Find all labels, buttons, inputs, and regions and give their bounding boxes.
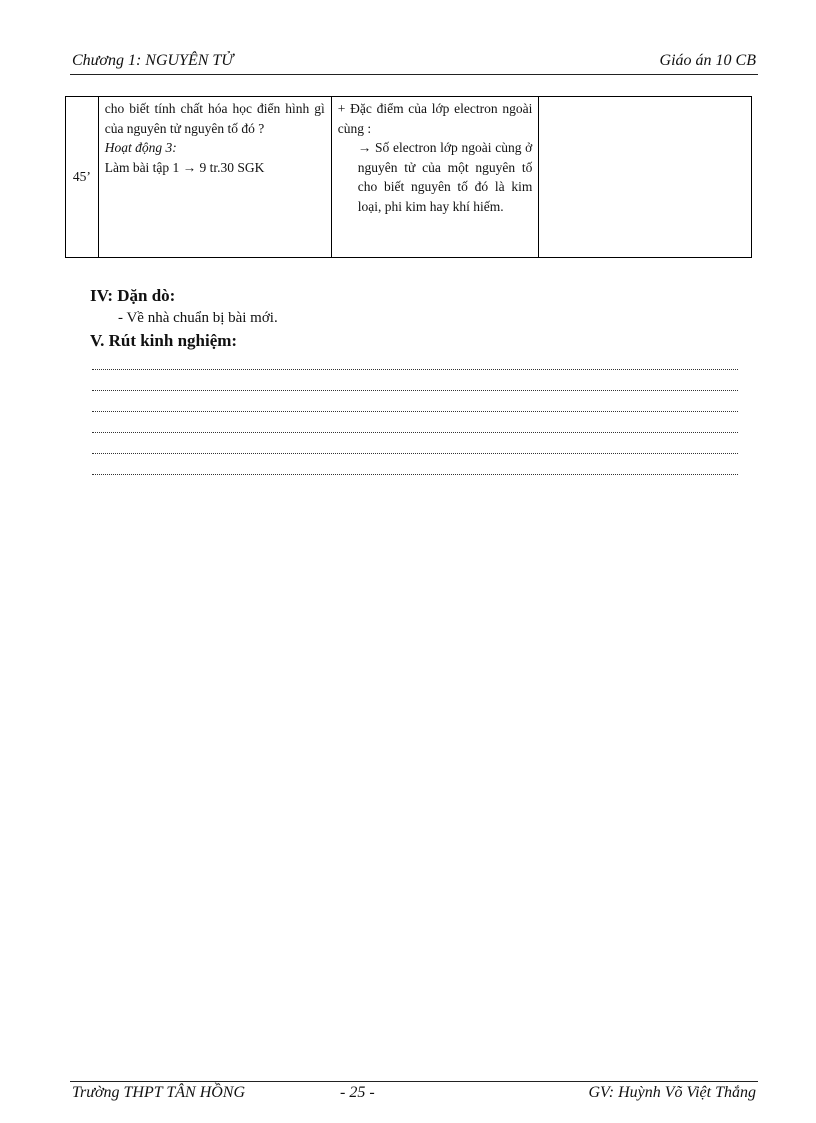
section-4-title: IV: Dặn dò:	[90, 286, 176, 305]
page-number: - 25 -	[340, 1084, 375, 1101]
student-activity-cell	[331, 97, 539, 258]
header-chapter: Chương 1: NGUYÊN TỬ	[72, 52, 234, 69]
student-point: + Đặc điểm của lớp electron ngoài cùng :	[337, 101, 533, 136]
table-row	[66, 97, 752, 258]
teacher-question: cho biết tính chất hóa học điển hình gì của nguyên tử nguyên tố đó ?	[104, 101, 325, 136]
header-divider	[70, 74, 758, 75]
dotted-line	[92, 420, 738, 433]
teacher-activity-cell	[98, 97, 331, 258]
footer-divider	[70, 1081, 758, 1082]
footer-school: Trường THPT TÂN HỒNG	[72, 1084, 246, 1101]
activity-title: Hoạt động 3:	[104, 140, 177, 155]
dotted-line	[92, 399, 738, 412]
dotted-line	[92, 441, 738, 454]
student-explanation: → Số electron lớp ngoài cùng ở nguyên tử của một nguyên tố cho biết nguyên tố đó là kim loại, phi kim hay khí hiếm.	[357, 140, 533, 214]
dotted-line	[92, 462, 738, 475]
dotted-line	[92, 378, 738, 391]
content-cell	[539, 97, 752, 258]
section-4-text: - Về nhà chuẩn bị bài mới.	[118, 310, 278, 326]
footer-teacher: GV: Huỳnh Võ Việt Thắng	[588, 1084, 756, 1101]
dotted-line	[92, 357, 738, 370]
header-doc-title: Giáo án 10 CB	[659, 52, 756, 69]
lesson-table	[65, 96, 752, 258]
time-cell: 45’	[66, 97, 99, 258]
activity-text: Làm bài tập 1 → 9 tr.30 SGK	[104, 159, 265, 175]
section-5-title: V. Rút kinh nghiệm:	[90, 331, 238, 350]
